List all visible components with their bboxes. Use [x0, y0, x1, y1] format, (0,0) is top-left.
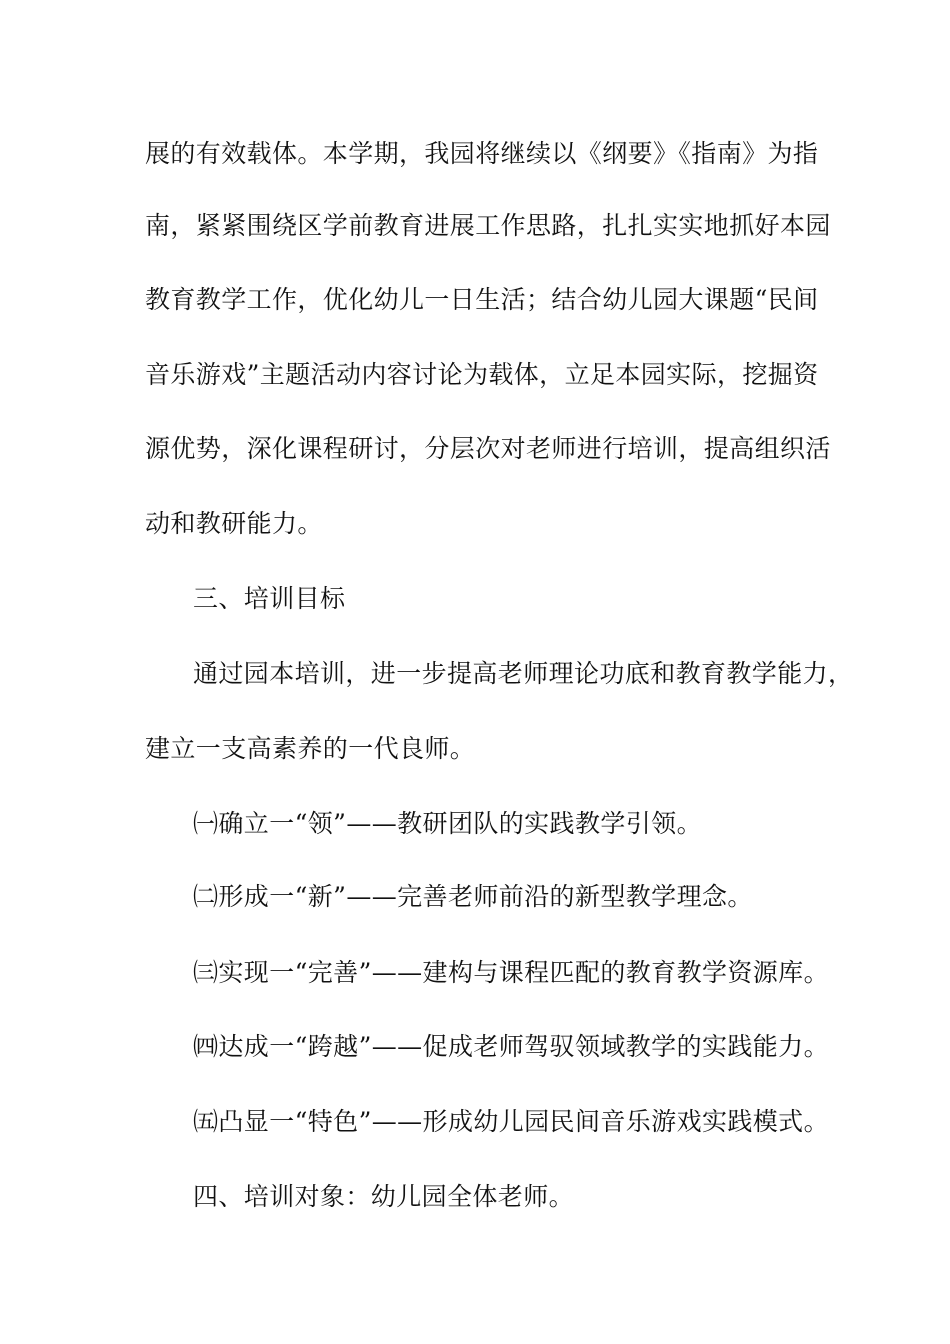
section-4-heading: 四、培训对象：幼儿园全体老师。: [193, 1182, 575, 1211]
goal-item-3: ㈢实现一“完善”——建构与课程匹配的教育教学资源库。: [193, 958, 829, 987]
paragraph-1-line-6: 动和教研能力。: [145, 509, 323, 538]
paragraph-2-line-1: 通过园本培训，进一步提高老师理论功底和教育教学能力，: [193, 659, 854, 688]
goal-item-1: ㈠确立一“领”——教研团队的实践教学引领。: [193, 809, 702, 838]
goal-item-2: ㈡形成一“新”——完善老师前沿的新型教学理念。: [193, 882, 753, 911]
goal-item-4: ㈣达成一“跨越”——促成老师驾驭领域教学的实践能力。: [193, 1032, 829, 1061]
goal-item-5: ㈤凸显一“特色”——形成幼儿园民间音乐游戏实践模式。: [193, 1107, 829, 1136]
paragraph-1-line-1: 展的有效载体。本学期，我园将继续以《纲要》《指南》为指: [145, 139, 819, 168]
section-3-heading: 三、培训目标: [193, 584, 346, 613]
paragraph-1-line-3: 教育教学工作，优化幼儿一日生活；结合幼儿园大课题“民间: [145, 285, 819, 314]
paragraph-1-line-2: 南，紧紧围绕区学前教育进展工作思路，扎扎实实地抓好本园: [145, 211, 831, 240]
paragraph-1-line-5: 源优势，深化课程研讨，分层次对老师进行培训，提高组织活: [145, 434, 831, 463]
paragraph-2-line-2: 建立一支高素养的一代良师。: [145, 734, 476, 763]
paragraph-1-line-4: 音乐游戏”主题活动内容讨论为载体，立足本园实际，挖掘资: [145, 360, 819, 389]
